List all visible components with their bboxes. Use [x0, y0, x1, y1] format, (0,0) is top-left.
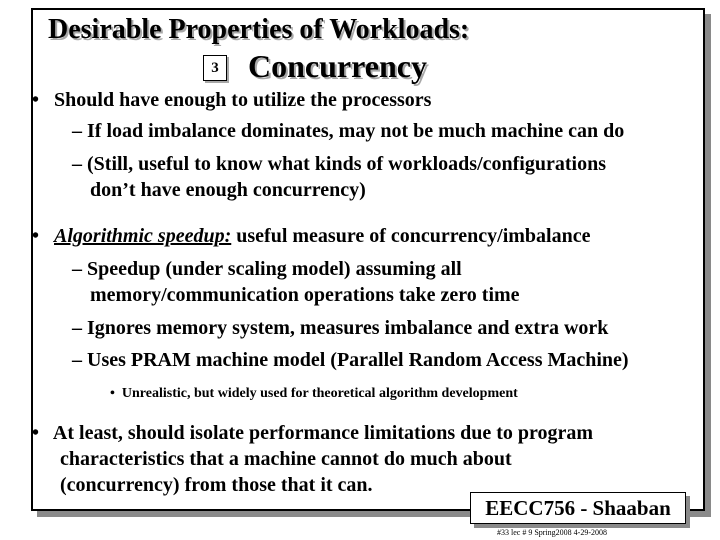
- lecture-meta: #33 lec # 9 Spring2008 4-29-2008: [497, 528, 607, 537]
- bullet-1-sub-2-continued: [90, 178, 366, 203]
- bullet-3-continued-2: [60, 473, 373, 498]
- bullet-2-sub-2-text: Ignores memory system, measures imbalance and extra work: [87, 317, 609, 339]
- dash-icon: –: [72, 120, 82, 142]
- bullet-1: [32, 88, 431, 113]
- bullet-1-sub-2: [72, 152, 606, 177]
- bullet-1-text: Should have enough to utilize the processors: [54, 89, 432, 111]
- bullet-2-sub-2: [72, 316, 608, 341]
- bullet-3: [32, 421, 593, 446]
- bullet-2-text: useful measure of concurrency/imbalance: [231, 225, 591, 247]
- bullet-2: [32, 224, 590, 249]
- bullet-icon: •: [32, 422, 40, 444]
- slide-subtitle: Concurrency: [248, 48, 427, 84]
- bullet-2-sub-1-line-2: memory/communication operations take zero time: [90, 284, 520, 306]
- course-label: EECC756 - Shaaban: [470, 492, 686, 524]
- bullet-1-sub-1-text: If load imbalance dominates, may not be much machine can do: [87, 120, 625, 142]
- bullet-2-sub-3: [72, 348, 629, 373]
- bullet-2-sub-1: [72, 257, 462, 282]
- bullet-1-sub-2-line-2: don’t have enough concurrency): [90, 179, 366, 201]
- dash-icon: –: [72, 153, 82, 175]
- bullet-2-sub-1-continued: [90, 283, 520, 308]
- bullet-1-sub-2-line-1: (Still, useful to know what kinds of workloads/configurations: [87, 153, 606, 175]
- bullet-2-sub-3-detail-text: Unrealistic, but widely used for theoretical algorithm development: [121, 386, 518, 401]
- bullet-icon: •: [110, 386, 115, 401]
- dash-icon: –: [72, 349, 82, 371]
- bullet-icon: •: [32, 225, 40, 247]
- bullet-2-sub-3-detail: [110, 381, 518, 406]
- dash-icon: –: [72, 258, 82, 280]
- bullet-3-continued-1: [60, 447, 512, 472]
- section-number-box: 3: [203, 55, 227, 81]
- bullet-2-sub-3-text: Uses PRAM machine model (Parallel Random Access Machine): [87, 349, 629, 371]
- dash-icon: –: [72, 317, 82, 339]
- bullet-icon: •: [32, 89, 40, 111]
- bullet-2-term: Algorithmic speedup:: [54, 225, 232, 247]
- bullet-3-line-3: (concurrency) from those that it can.: [60, 474, 373, 496]
- bullet-3-line-2: characteristics that a machine cannot do much about: [60, 448, 512, 470]
- bullet-1-sub-1: [72, 119, 624, 144]
- bullet-3-line-1: At least, should isolate performance limitations due to program: [52, 422, 594, 444]
- bullet-2-sub-1-line-1: Speedup (under scaling model) assuming all: [87, 258, 462, 280]
- slide-title: Desirable Properties of Workloads:: [48, 14, 470, 45]
